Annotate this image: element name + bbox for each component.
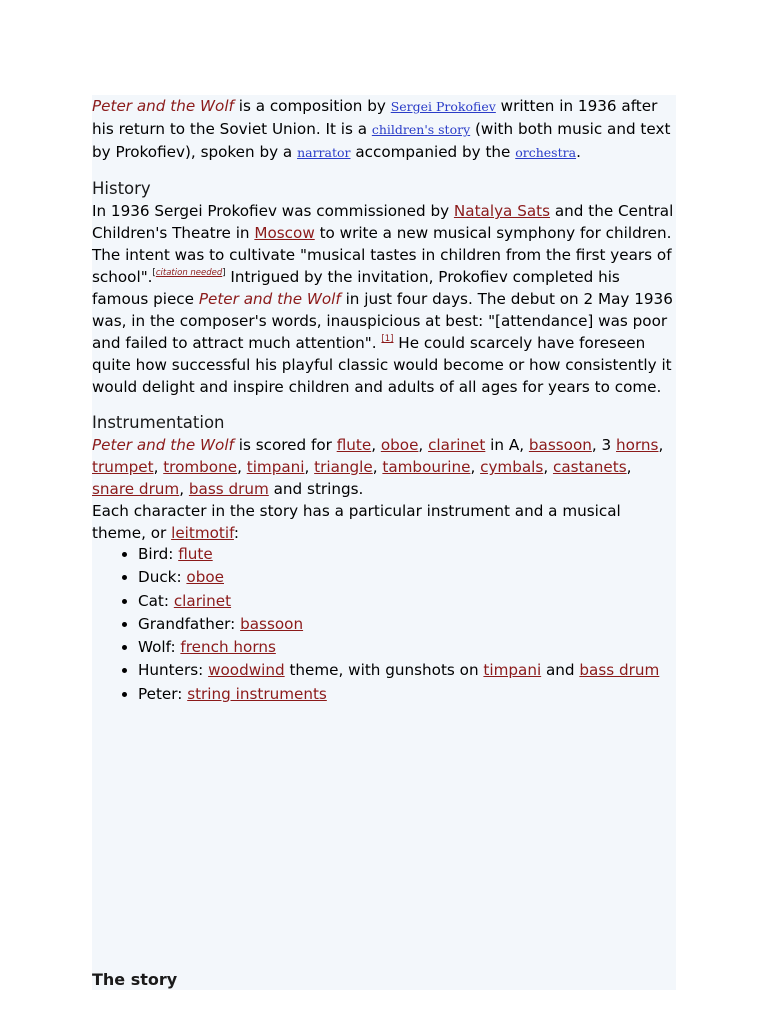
character-name: Bird: — [138, 545, 179, 563]
link-tambourine[interactable]: tambourine — [382, 458, 471, 476]
link-character-instrument[interactable]: clarinet — [173, 591, 232, 610]
instr-text: is scored for — [233, 436, 337, 454]
link-citation-needed[interactable]: citation needed — [155, 268, 223, 278]
article-content — [92, 95, 676, 707]
link-horns[interactable]: horns — [616, 436, 659, 454]
character-name: Grandfather: — [138, 614, 241, 633]
list-item — [138, 660, 676, 681]
character-name: Hunters: — [138, 661, 209, 680]
history-heading: History — [92, 179, 151, 198]
intro-text: written in 1936 after his return to the Soviet Union. It is a — [92, 97, 658, 138]
instr-text: and strings. — [268, 480, 364, 498]
separator: , — [626, 458, 632, 476]
history-text: and the Central Children's Theatre in — [92, 202, 674, 242]
list-item — [138, 544, 676, 565]
list-item — [138, 637, 676, 658]
character-list — [92, 544, 676, 705]
character-name: Peter: — [138, 684, 188, 703]
instrumentation-paragraph — [92, 434, 676, 500]
link-character-instrument[interactable]: flute — [178, 545, 213, 563]
history-text: Intrigued by the invitation, Prokofiev completed his famous piece — [92, 268, 620, 308]
link-timpani[interactable]: timpani — [483, 661, 542, 680]
link-character-instrument[interactable]: oboe — [186, 568, 224, 587]
separator: , — [179, 480, 189, 498]
separator: , — [658, 436, 664, 454]
link-castanets[interactable]: castanets — [552, 458, 627, 476]
separator: , — [371, 436, 381, 454]
separator: , — [470, 458, 481, 476]
link-bass-drum[interactable]: bass drum — [579, 661, 660, 680]
list-text: theme, with gunshots on — [284, 661, 484, 680]
list-text: and — [541, 661, 580, 680]
link-string-instruments[interactable]: string instruments — [187, 684, 327, 703]
history-work-title: Peter and the Wolf — [198, 290, 341, 308]
link-woodwind[interactable]: woodwind — [208, 661, 285, 680]
list-item — [138, 567, 676, 588]
instrumentation-work-title: Peter and the Wolf — [92, 436, 234, 454]
leitmotif-paragraph — [92, 500, 676, 544]
history-text: in just four days. The debut on 2 May 1936 was, in the composer's words, inauspicious at best: "[attendance] was poor and failed to attract much attention". — [92, 290, 673, 352]
history-paragraph — [92, 200, 676, 398]
instr-text: in A, — [485, 436, 529, 454]
history-text: to write a new musical symphony for children. The intent was to cultivate "musical tastes in children from the first years of school". — [92, 224, 672, 286]
link-oboe[interactable]: oboe — [380, 436, 419, 454]
separator: , — [372, 458, 383, 476]
link-bass-drum[interactable]: bass drum — [188, 480, 269, 498]
link-cymbals[interactable]: cymbals — [480, 458, 544, 476]
instr-text: Each character in the story has a particular instrument and a musical theme, or — [92, 502, 621, 542]
intro-title: Peter and the Wolf — [92, 97, 234, 115]
link-moscow[interactable]: Moscow — [254, 224, 315, 242]
link-timpani[interactable]: timpani — [246, 458, 305, 476]
separator: , — [304, 458, 315, 476]
list-item — [138, 591, 676, 612]
character-name: Wolf: — [138, 638, 181, 657]
citation-needed — [153, 268, 226, 278]
separator: , — [543, 458, 553, 476]
history-text: In 1936 Sergei Prokofiev was commissioned by — [92, 202, 454, 220]
link-bassoon[interactable]: bassoon — [528, 436, 592, 454]
character-name: Duck: — [138, 568, 187, 587]
link-narrator[interactable]: narrator — [297, 145, 351, 160]
instrumentation-heading: Instrumentation — [92, 413, 225, 432]
link-trombone[interactable]: trombone — [163, 458, 238, 476]
story-heading: The story — [92, 970, 178, 989]
intro-text: is a composition by — [233, 97, 391, 115]
reference-1 — [381, 334, 393, 344]
list-item — [138, 614, 676, 635]
link-leitmotif[interactable]: leitmotif — [171, 524, 234, 542]
intro-text: (with both music and text by Prokofiev), spoken by a — [92, 120, 671, 161]
cite-bracket: ] — [222, 268, 226, 278]
link-orchestra[interactable]: orchestra — [515, 145, 577, 160]
intro-text: . — [576, 143, 581, 161]
link-sergei-prokofiev[interactable]: Sergei Prokofiev — [390, 99, 496, 114]
link-childrens-story[interactable]: children's story — [371, 122, 471, 137]
link-snare-drum[interactable]: snare drum — [92, 480, 180, 498]
document-page — [92, 95, 676, 990]
link-trumpet[interactable]: trumpet — [92, 458, 154, 476]
link-flute[interactable]: flute — [336, 436, 372, 454]
link-clarinet[interactable]: clarinet — [428, 436, 486, 454]
list-item — [138, 684, 676, 705]
link-triangle[interactable]: triangle — [314, 458, 373, 476]
separator: , — [153, 458, 164, 476]
instr-text: , 3 — [591, 436, 617, 454]
link-reference-1[interactable]: [1] — [381, 334, 394, 344]
separator: , — [237, 458, 247, 476]
cite-bracket: [ — [152, 268, 156, 278]
history-text: He could scarcely have foreseen quite how successful his playful classic would become or how consistently it would delight and inspire children and adults of all ages for years to come. — [92, 334, 672, 396]
separator: , — [418, 436, 429, 454]
intro-text: accompanied by the — [350, 143, 516, 161]
intro-paragraph — [92, 95, 676, 164]
link-character-instrument[interactable]: french horns — [180, 638, 276, 657]
link-character-instrument[interactable]: bassoon — [240, 614, 304, 633]
character-name: Cat: — [138, 591, 174, 610]
instr-text: : — [233, 524, 240, 542]
link-natalya-sats[interactable]: Natalya Sats — [453, 202, 551, 220]
